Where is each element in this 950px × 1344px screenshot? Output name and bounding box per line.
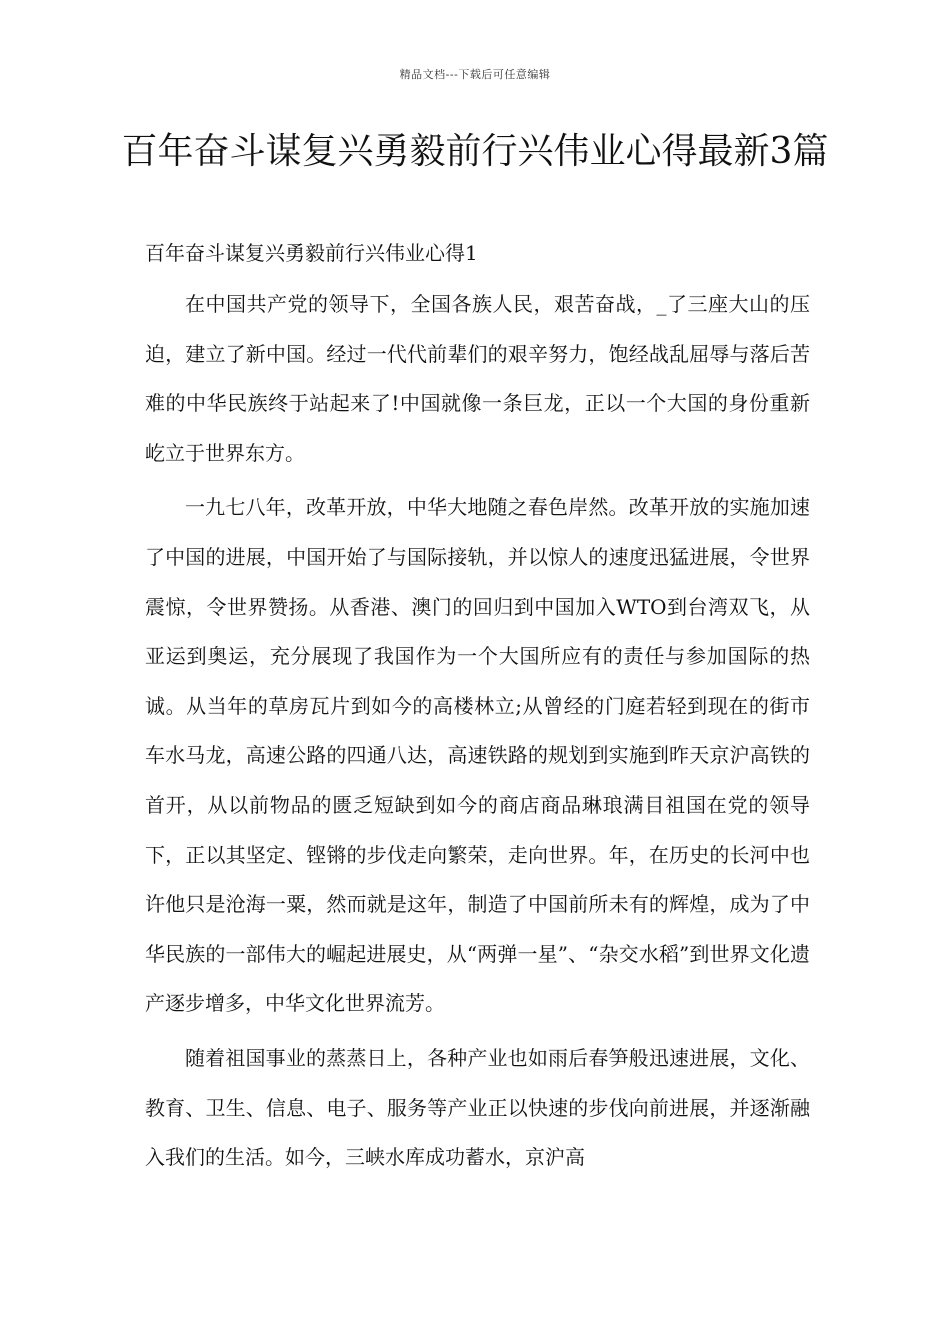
document-title: 百年奋斗谋复兴勇毅前行兴伟业心得最新3篇 xyxy=(121,131,829,172)
section-subtitle: 百年奋斗谋复兴勇毅前行兴伟业心得1 xyxy=(145,241,478,265)
paragraph: 一九七八年，改革开放，中华大地随之春色岸然。改革开放的实施加速了中国的进展，中国开始了与国际接轨，并以惊人的速度迅猛进展，令世界震惊，令世界赞扬。从香港、澳门的回归到中国加入WTO到台湾双飞，从亚运到奥运，充分展现了我国作为一个大国所应有的责任与参加国际的热诚。从当年的草房瓦片到如今的高楼林立;从曾经的门庭若轻到现在的街市车水马龙，高速公路的四通八达，高速铁路的规划到实施到昨天京沪高铁的首开，从以前物品的匮乏短缺到如今的商店商品琳琅满目祖国在党的领导下，正以其坚定、铿锵的步伐走向繁荣，走向世界。年，在历史的长河中也许他只是沧海一粟，然而就是这年，制造了中国前所未有的辉煌，成为了中华民族的一部伟大的崛起进展史，从“两弹一星”、“杂交水稻”到世界文化遗产逐步增多，中华文化世界流芳。 xyxy=(145,495,810,1016)
page-header: 精品文档---下载后可任意编辑 xyxy=(399,68,551,81)
paragraph: 随着祖国事业的蒸蒸日上，各种产业也如雨后春笋般迅速进展，文化、教育、卫生、信息、电子、服务等产业正以快速的步伐向前进展，并逐渐融入我们的生活。如今，三峡水库成功蓄水，京沪高 xyxy=(145,1045,810,1170)
paragraph: 在中国共产党的领导下，全国各族人民，艰苦奋战，_了三座大山的压迫，建立了新中国。经过一代代前辈们的艰辛努力，饱经战乱屈辱与落后苦难的中华民族终于站起来了!中国就像一条巨龙，正以一个大国的身份重新屹立于世界东方。 xyxy=(145,292,810,465)
document-body xyxy=(145,280,810,1188)
